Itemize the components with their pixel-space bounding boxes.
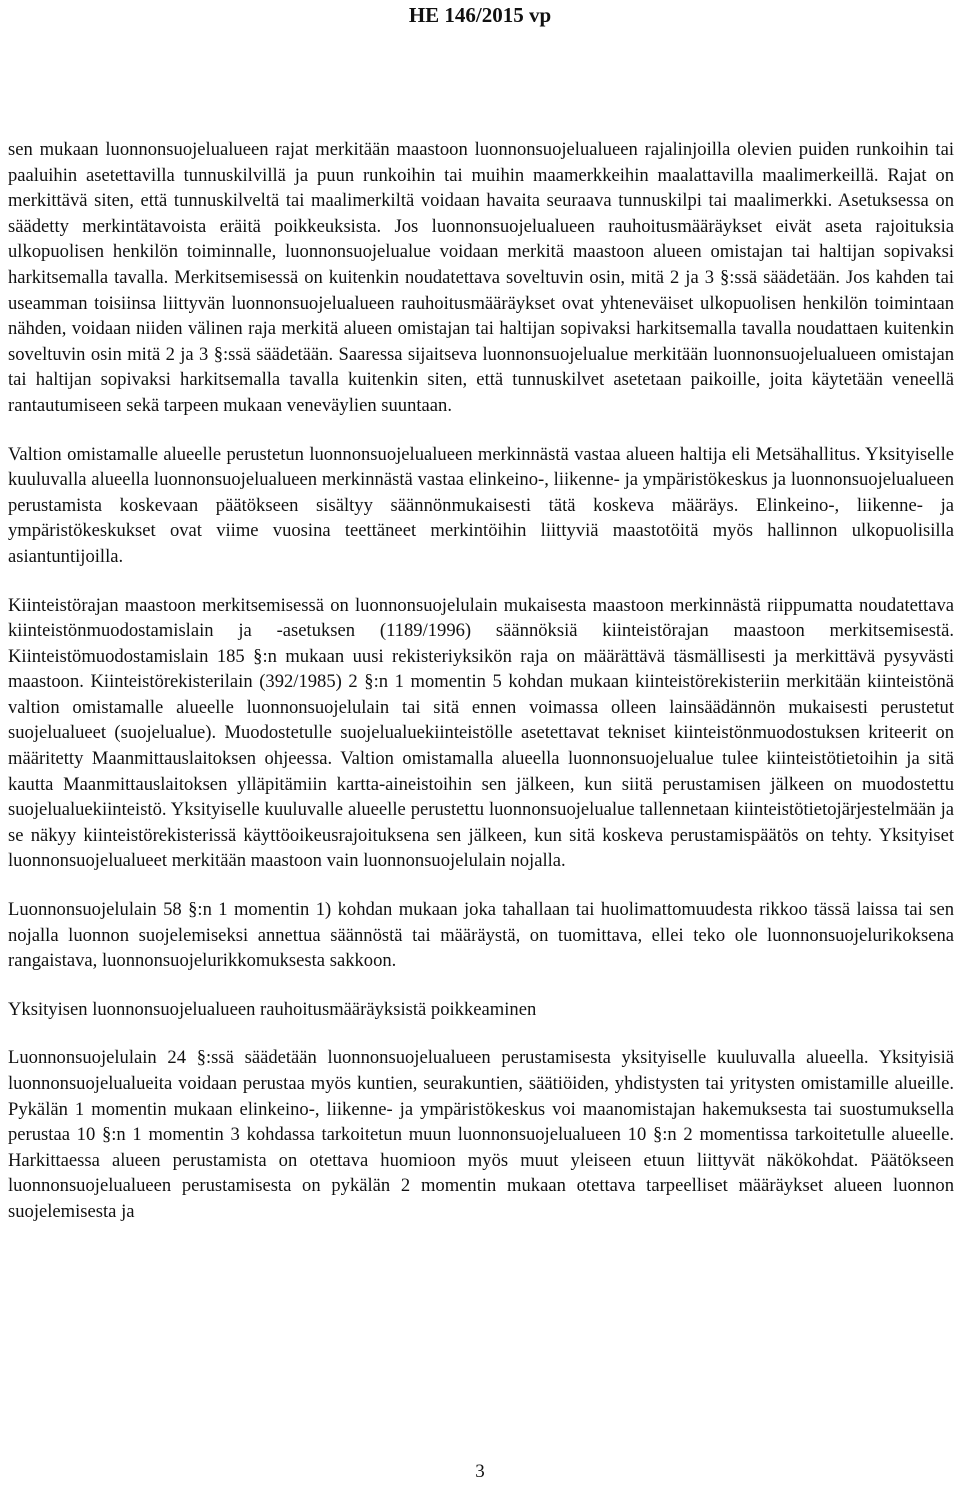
section-heading: Yksityisen luonnonsuojelualueen rauhoitusmääräyksistä poikkeaminen [8, 998, 537, 1020]
paragraph-marking-methods: sen mukaan luonnonsuojelualueen rajat merkitään maastoon luonnonsuojelualueen rajalinjoilla olevien puiden runkoihin tai paaluihin asetettavilla tunnuskilvillä ja puun runkoihin tai muihin maamerkkeihin maalattavilla maalimerkeillä. Rajat on merkittävä siten, että tunnuskilveltä tai maalimerkiltä voidaan havaita seuraava tunnuskilpi tai maalimerkki. Asetuksessa on säädetty merkintätavoista eräitä poikkeuksista. Jos luonnonsuojelualueen rauhoitusmääräykset eivät aseta rajoituksia ulkopuolisen henkilön toiminnalle, luonnonsuojelualue voidaan merkitä maastoon alueen omistajan tai haltijan sopivaksi harkitsemalla tavalla. Merkitsemisessä on kuitenkin noudatettava soveltuvin osin, mitä 2 ja 3 §:ssä säädetään. Jos kahden tai useamman toisiinsa liittyvän luonnonsuojelualueen rauhoitusmääräykset ovat yhteneväiset ulkopuolisen henkilön toimintaan nähden, voidaan niiden välinen raja merkitä alueen omistajan tai haltijan sopivaksi harkitsemalla tavalla noudattaen kuitenkin soveltuvin osin mitä 2 ja 3 §:ssä säädetään. Saaressa sijaitseva luonnonsuojelualue merkitään luonnonsuojelualueen omistajan tai haltijan sopivaksi harkitsemalla tavalla kuitenkin siten, että tunnuskilvet asetetaan paikoille, joita käytetään veneellä rantautumiseen sekä tarpeen mukaan veneväylien suuntaan. [8, 139, 954, 416]
paragraph-marking-responsibility: Valtion omistamalle alueelle perustetun luonnonsuojelualueen merkinnästä vastaa alueen haltija eli Metsähallitus. Yksityiselle kuuluvalla alueella luonnonsuojelualueen merkinnästä vastaa elinkeino-, liikenne- ja ympäristökeskus ja luonnonsuojelualueen perustamista koskevaan päätökseen sisältyy säännönmukaisesti tätä koskeva määräys. Elinkeino-, liikenne- ja ympäristökeskukset ovat viime vuosina teettäneet merkintöihin liittyviä maastotöitä myös hallinnon ulkopuolisilla asiantuntijoilla. [8, 443, 954, 567]
paragraph-property-boundary: Kiinteistörajan maastoon merkitsemisessä on luonnonsuojelulain mukaisesta maastoon merkinnästä riippumatta noudatettava kiinteistönmuodostamislain ja -asetuksen (1189/1996) säännöksiä kiinteistörajan maastoon merkitsemisestä. Kiinteistömuodostamislain 185 §:n mukaan uusi rekisteriyksikön raja on määrättävä täsmällisesti ja merkittävä pysyvästi maastoon. Kiinteistörekisterilain (392/1985) 2 §:n 1 momentin 5 kohdan mukaan kiinteistörekisteriin merkitään kiinteistönä valtion omistamalle alueelle luonnonsuojelulain tai sitä ennen voimassa olleen lainsäädännön mukaisesti perustetut suojelualueet (suojelualue). Muodostetulle suojelualuekiinteistölle asetettavat tekniset kiinteistönmuodostuksen kriteerit on määritetty Maanmittauslaitoksen ohjeessa. Valtion omistamalla alueella luonnonsuojelualue tulee kiinteistötietoihin ja sitä kautta Maanmittauslaitoksen ylläpitämiin kartta-aineistoihin sen jälkeen, kun siitä perustamisen jälkeen on muodostettu suojelualuekiinteistö. Yksityiselle kuuluvalle alueelle perustettu luonnonsuojelualue tallennetaan kiinteistötietojärjestelmään ja se näkyy kiinteistörekisterissä käyttöoikeusrajoituksena sen jälkeen, kun sitä koskeva perustamispäätös on tehty. Yksityiset luonnonsuojelualueet merkitään maastoon vain luonnonsuojelulain nojalla. [8, 594, 954, 872]
paragraph-penalties: Luonnonsuojelulain 58 §:n 1 momentin 1) kohdan mukaan joka tahallaan tai huolimattomuudesta rikkoo tässä laissa tai sen nojalla luonnon suojelemiseksi annettua säännöstä tai määräystä, on tuomittava, ellei teko ole luonnonsuojelurikoksena rangaistava, luonnonsuojelurikkomuksesta sakkoon. [8, 899, 954, 972]
page-number: 3 [475, 1461, 485, 1482]
document-header: HE 146/2015 vp [408, 3, 552, 27]
paragraph-private-areas: Luonnonsuojelulain 24 §:ssä säädetään luonnonsuojelualueen perustamisesta yksityiselle kuuluvalla alueella. Yksityisiä luonnonsuojelualueita voidaan perustaa myös kuntien, seurakuntien, säätiöiden, yhdistysten tai yritysten omistamille alueille. Pykälän 1 momentin mukaan elinkeino-, liikenne- ja ympäristökeskus voi maanomistajan hakemuksesta tai suostumuksella perustaa 10 §:n 1 momentin 3 kohdassa tarkoitetun muun luonnonsuojelualueen 10 §:n 2 momentissa tarkoitetulle alueelle. Harkittaessa alueen perustamista on otettava huomioon myös muut yleiseen etuun liittyvät näkökohdat. Päätökseen luonnonsuojelualueen perustamisesta on pykälän 2 momentin mukaan otettava tarpeelliset määräykset alueen luonnon suojelemisesta ja [8, 1047, 954, 1222]
document-body [8, 137, 954, 1248]
